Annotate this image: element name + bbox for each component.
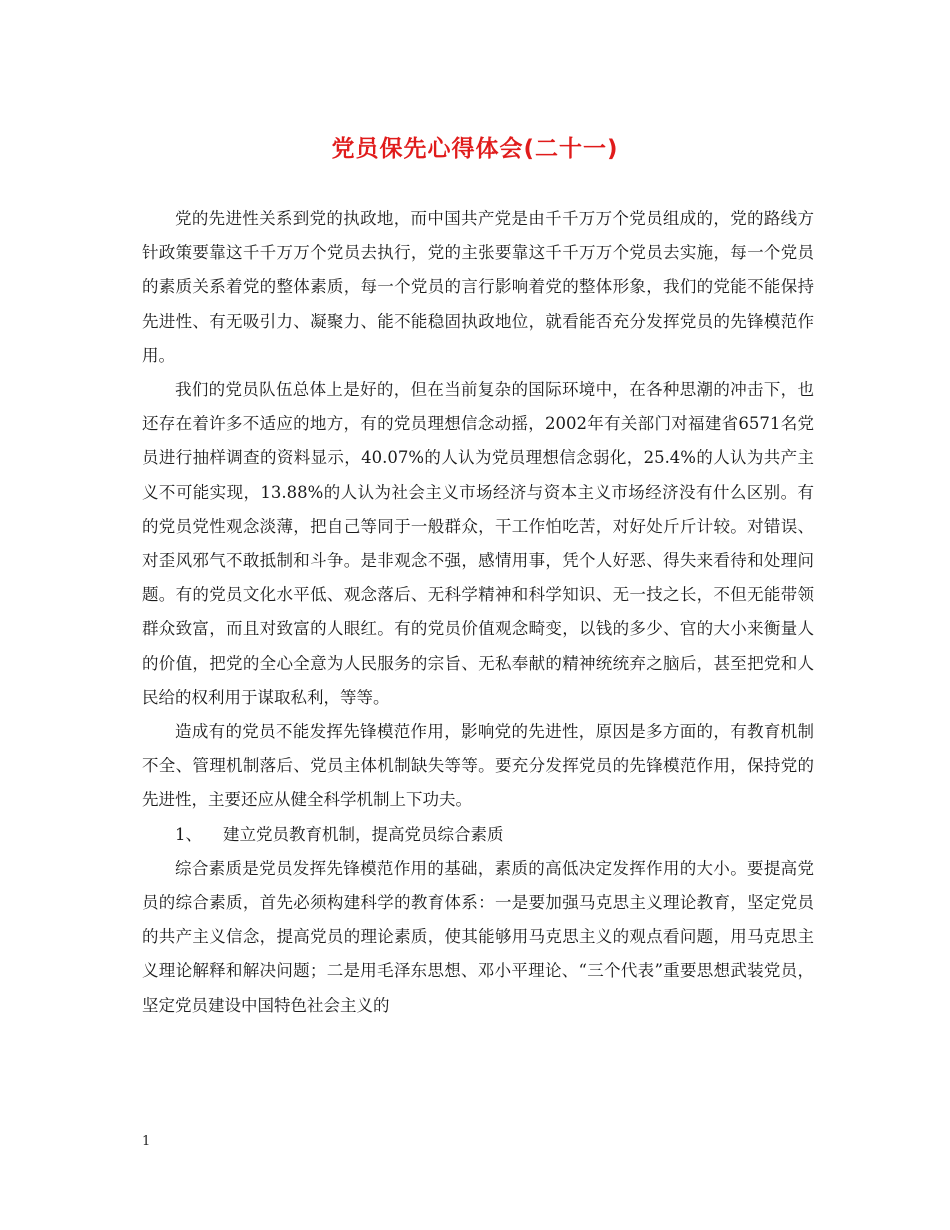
section-heading bbox=[142, 818, 814, 852]
section-heading-number: 1、 bbox=[175, 824, 202, 844]
document-title: 党员保先心得体会(二十一) bbox=[331, 136, 619, 162]
page-number: 1 bbox=[142, 1134, 151, 1149]
document-body bbox=[142, 202, 814, 1023]
paragraph-2: 我们的党员队伍总体上是好的，但在当前复杂的国际环境中，在各种思潮的冲击下，也还存在着许多不适应的地方，有的党员理想信念动摇，2002年有关部门对福建省6571名党员进行抽样调查的资料显示，40.07%的人认为党员理想信念弱化，25.4%的人认为共产主义不可能实现，13.88%的人认为社会主义市场经济与资本主义市场经济没有什么区别。有的党员党性观念淡薄，把自己等同于一般群众，干工作怕吃苦，对好处斤斤计较。对错误、对歪风邪气不敢抵制和斗争。是非观念不强，感情用事，凭个人好恶、得失来看待和处理问题。有的党员文化水平低、观念落后、无科学精神和科学知识、无一技之长，不但无能带领群众致富，而且对致富的人眼红。有的党员价值观念畸变，以钱的多少、官的大小来衡量人的价值，把党的全心全意为人民服务的宗旨、无私奉献的精神统统弃之脑后，甚至把党和人民给的权利用于谋取私利，等等。 bbox=[142, 380, 814, 707]
paragraph-4: 综合素质是党员发挥先锋模范作用的基础，素质的高低决定发挥作用的大小。要提高党员的综合素质，首先必须构建科学的教育体系：一是要加强马克思主义理论教育，坚定党员的共产主义信念，提高党员的理论素质，使其能够用马克思主义的观点看问题，用马克思主义理论解释和解决问题；二是用毛泽东思想、邓小平理论、“三个代表”重要思想武装党员，坚定党员建设中国特色社会主义的 bbox=[142, 858, 814, 1015]
paragraph-3: 造成有的党员不能发挥先锋模范作用，影响党的先进性，原因是多方面的，有教育机制不全、管理机制落后、党员主体机制缺失等等。要充分发挥党员的先锋模范作用，保持党的先进性，主要还应从健全科学机制上下功夫。 bbox=[142, 722, 814, 810]
section-heading-text: 建立党员教育机制，提高党员综合素质 bbox=[223, 824, 504, 844]
paragraph-1: 党的先进性关系到党的执政地，而中国共产党是由千千万万个党员组成的，党的路线方针政策要靠这千千万万个党员去执行，党的主张要靠这千千万万个党员去实施，每一个党员的素质关系着党的整体素质，每一个党员的言行影响着党的整体形象，我们的党能不能保持先进性、有无吸引力、凝聚力、能不能稳固执政地位，就看能否充分发挥党员的先锋模范作用。 bbox=[142, 209, 814, 365]
